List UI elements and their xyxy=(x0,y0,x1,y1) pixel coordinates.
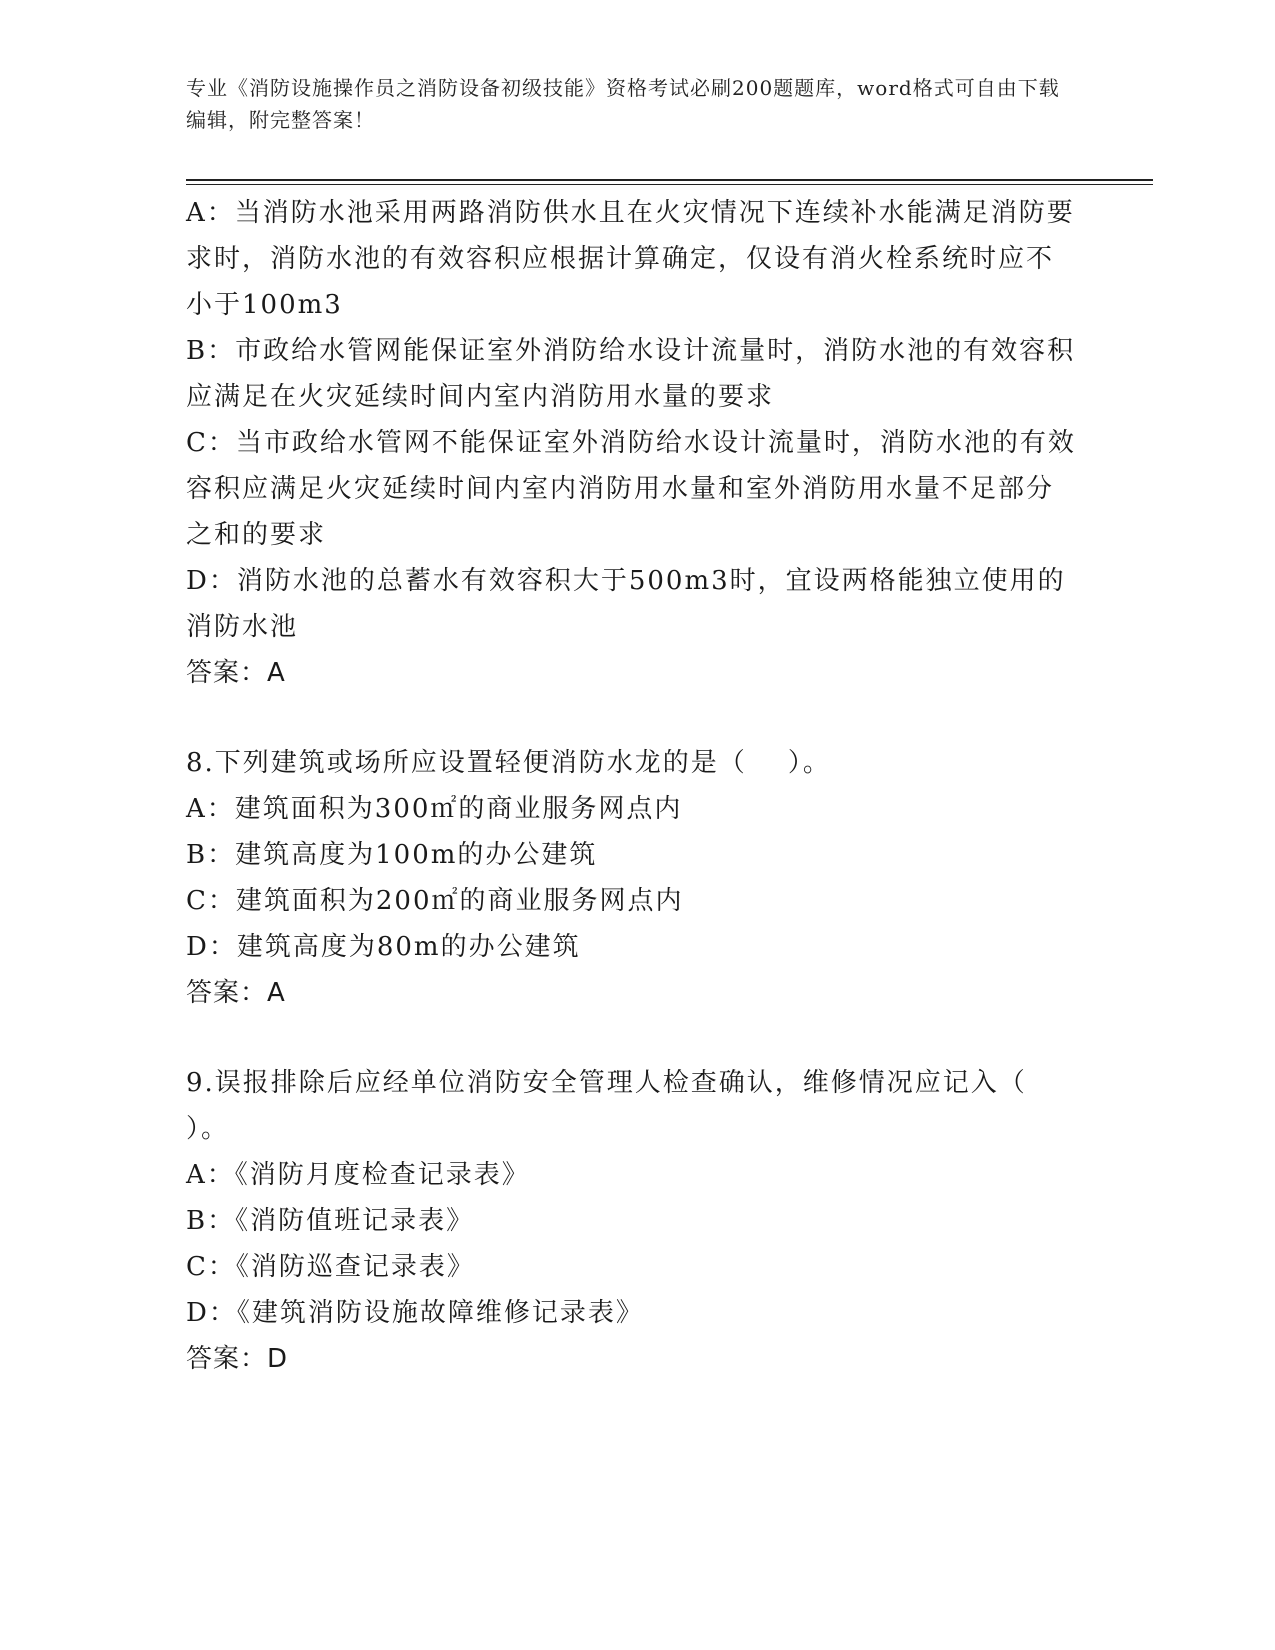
option-a: A：《消防月度检查记录表》 xyxy=(186,1160,530,1190)
option-c: C：《消防巡查记录表》 xyxy=(186,1252,475,1282)
option-a: A：建筑面积为300㎡的商业服务网点内 xyxy=(186,794,683,824)
option-d: D：《建筑消防设施故障维修记录表》 xyxy=(186,1298,644,1328)
answer: 答案：A xyxy=(186,978,286,1008)
option-a: A：当消防水池采用两路消防供水且在火灾情况下连续补水能满足消防要求时，消防水池的有效容积应根据计算确定，仅设有消火栓系统时应不小于100m3 xyxy=(186,198,1075,320)
question-stem: 9.误报排除后应经单位消防安全管理人检查确认，维修情况应记入（ ）。 xyxy=(186,1068,1068,1144)
question-stem: 8.下列建筑或场所应设置轻便消防水龙的是（ ）。 xyxy=(186,748,831,778)
option-b: B：建筑高度为100m的办公建筑 xyxy=(186,840,598,870)
option-d: D：消防水池的总蓄水有效容积大于500m3时，宜设两格能独立使用的消防水池 xyxy=(186,566,1066,642)
header-divider-thin xyxy=(186,184,1153,185)
document-header: 专业《消防设施操作员之消防设备初级技能》资格考试必刷200题题库，word格式可自由下载编辑，附完整答案！ xyxy=(186,76,1060,132)
option-b: B：《消防值班记录表》 xyxy=(186,1206,475,1236)
header-divider-thick xyxy=(186,179,1153,181)
question-block-7 xyxy=(186,190,1081,696)
option-b: B：市政给水管网能保证室外消防给水设计流量时，消防水池的有效容积应满足在火灾延续时间内室内消防用水量的要求 xyxy=(186,336,1076,412)
answer: 答案：D xyxy=(186,1344,289,1374)
option-c: C：建筑面积为200㎡的商业服务网点内 xyxy=(186,886,684,916)
option-c: C：当市政给水管网不能保证室外消防给水设计流量时，消防水池的有效容积应满足火灾延续时间内室内消防用水量和室外消防用水量不足部分之和的要求 xyxy=(186,428,1076,550)
question-block-9 xyxy=(186,1060,1081,1382)
option-d: D：建筑高度为80m的办公建筑 xyxy=(186,932,581,962)
question-list xyxy=(186,190,1081,1382)
answer: 答案：A xyxy=(186,658,286,688)
question-block-8 xyxy=(186,740,1081,1016)
